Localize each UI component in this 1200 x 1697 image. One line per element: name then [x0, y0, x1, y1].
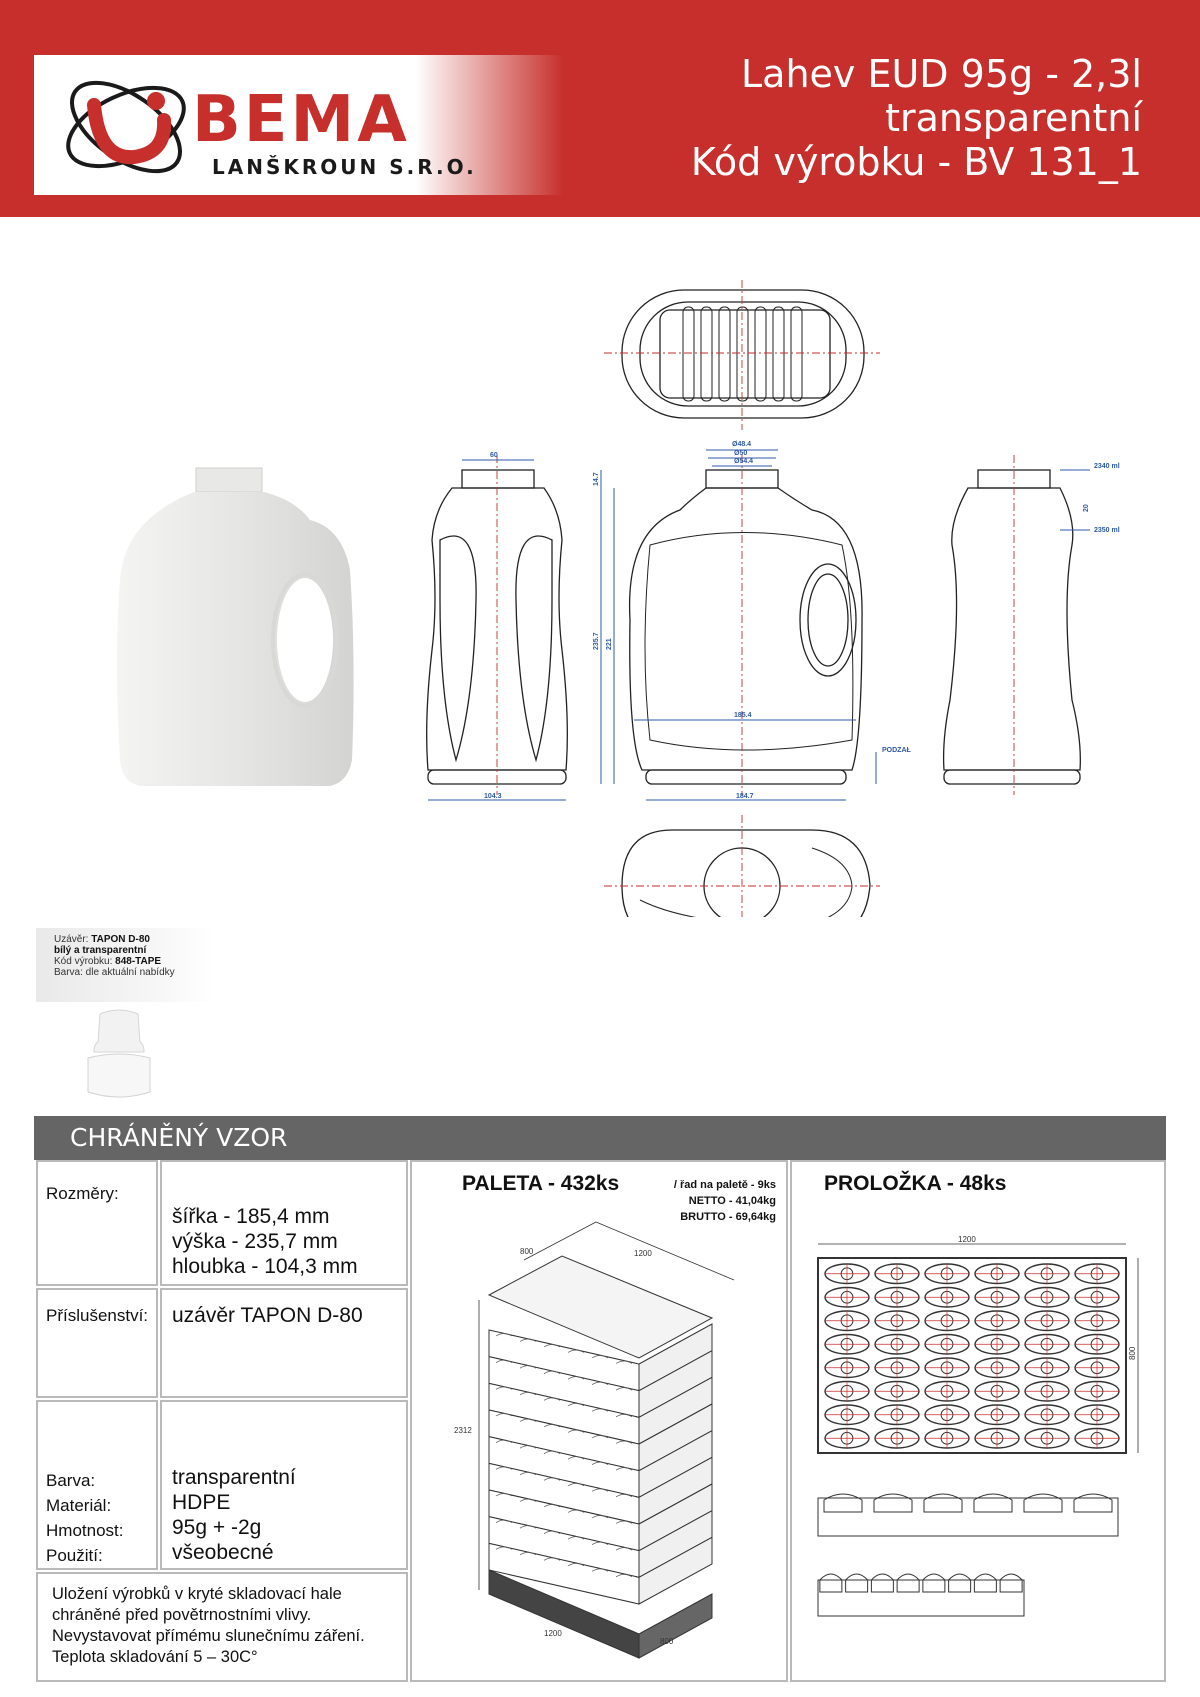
storage-note-line-1: Uložení výrobků v kryté skladovací hale — [52, 1585, 342, 1603]
dim-front-width-label: 185.4 — [734, 712, 752, 719]
pallet-dim-height: 2312 — [454, 1426, 472, 1435]
spec-table — [34, 1160, 1166, 1684]
separator-bottle-slot — [1075, 1382, 1119, 1402]
separator-bottle-slot — [1075, 1335, 1119, 1355]
cap-info-card — [36, 928, 214, 1002]
separator-side-bottle — [974, 1574, 996, 1592]
dim-top-2-label: Ø50 — [734, 450, 748, 457]
dim-top-1-label: Ø48.4 — [732, 441, 752, 448]
separator-bottle-slot — [925, 1358, 969, 1378]
dimension-width: šířka - 185,4 mm — [172, 1205, 330, 1228]
storage-note-line-3: Nevystavovat přímému slunečnímu záření. — [52, 1627, 365, 1645]
cap-code-label: Kód výrobku: — [54, 956, 113, 967]
dim-base-width-label: 184.7 — [736, 793, 754, 800]
storage-note-line-2: chráněné před povětrnostními vlivy. — [52, 1606, 312, 1624]
separator-bottle-slot — [875, 1264, 919, 1284]
separator-bottle-slot — [875, 1358, 919, 1378]
separator-bottle-slot — [825, 1382, 869, 1402]
separator-bottle-slot — [1075, 1264, 1119, 1284]
separator-bottle-slot — [1025, 1264, 1069, 1284]
separator-bottle-slot — [925, 1264, 969, 1284]
dim-height-total-label: 235.7 — [593, 632, 600, 650]
dim-base-label: PODZAŁ — [882, 747, 911, 754]
separator-bottle-slot — [825, 1405, 869, 1425]
separator-bottle-slot — [1025, 1311, 1069, 1331]
separator-bottle-slot — [875, 1288, 919, 1308]
color-label: Barva: — [46, 1471, 96, 1490]
pallet-netto: NETTO - 41,04kg — [688, 1195, 776, 1207]
separator-bottle-slot — [925, 1311, 969, 1331]
dimension-depth: hloubka - 104,3 mm — [172, 1255, 358, 1278]
weight-value: 95g + -2g — [172, 1516, 262, 1539]
usage-label: Použití: — [46, 1546, 103, 1565]
separator-bottle-slot — [825, 1264, 869, 1284]
separator-side-bottle — [874, 1494, 912, 1512]
separator-bottle-slot — [875, 1311, 919, 1331]
separator-bottle-slot — [825, 1358, 869, 1378]
logo-wordmark: BEMA — [192, 83, 410, 157]
separator-bottle-slot — [1025, 1429, 1069, 1449]
pallet-drawing — [489, 1256, 712, 1658]
color-value: transparentní — [172, 1466, 296, 1489]
separator-side-bottle — [974, 1494, 1012, 1512]
pallet-separator-drawings — [34, 1160, 1166, 1684]
separator-bottle-slot — [1075, 1405, 1119, 1425]
accessories-label: Příslušenství: — [46, 1306, 149, 1325]
pallet-title: PALETA - 432ks — [462, 1172, 620, 1195]
logo-subtitle: LANŠKROUN S.R.O. — [212, 155, 477, 179]
cap-value: TAPON D-80 — [91, 934, 150, 945]
dim-top-3-label: Ø54.4 — [734, 458, 754, 465]
dim-side-small-label: 20 — [1083, 504, 1090, 512]
cap-label: Uzávěr: — [54, 934, 89, 945]
separator-bottle-slot — [1025, 1382, 1069, 1402]
separator-bottle-slot — [925, 1429, 969, 1449]
separator-side-bottle — [846, 1574, 868, 1592]
accessories-value: uzávěr TAPON D-80 — [172, 1304, 363, 1327]
pallet-dim-width-bottom: 1200 — [544, 1629, 562, 1638]
dim-height-body-label: 221 — [606, 638, 613, 650]
separator-drawing — [818, 1235, 1138, 1453]
separator-side-bottle — [1024, 1494, 1062, 1512]
cap-color-note: Barva: dle aktuální nabídky — [54, 967, 175, 978]
dim-neck-height-label: 14.7 — [593, 472, 600, 486]
usage-value: všeobecné — [172, 1541, 274, 1564]
separator-bottle-slot — [975, 1288, 1019, 1308]
separator-bottle-slot — [925, 1382, 969, 1402]
separator-side-bottle — [949, 1574, 971, 1592]
separator-bottle-slot — [975, 1311, 1019, 1331]
separator-side-view-1 — [818, 1494, 1118, 1536]
storage-note-line-4: Teplota skladování 5 – 30C° — [52, 1648, 258, 1666]
dim-side-vol-top: 2340 ml — [1094, 463, 1120, 470]
dimension-height: výška - 235,7 mm — [172, 1230, 338, 1253]
dimensions-label: Rozměry: — [46, 1184, 119, 1203]
company-logo — [34, 55, 564, 195]
separator-bottle-slot — [825, 1429, 869, 1449]
separator-bottle-slot — [1025, 1335, 1069, 1355]
separator-side-bottle — [923, 1574, 945, 1592]
separator-side-view-2 — [818, 1574, 1024, 1616]
separator-side-bottle — [1074, 1494, 1112, 1512]
separator-dim-height: 800 — [1128, 1346, 1137, 1360]
product-title-line-1: Lahev EUD 95g - 2,3l — [741, 52, 1142, 96]
pallet-dim-width-top: 1200 — [634, 1249, 652, 1258]
separator-bottle-slot — [825, 1288, 869, 1308]
separator-dim-width: 1200 — [958, 1235, 976, 1244]
separator-side-bottle — [820, 1574, 842, 1592]
bema-logo-emblem — [54, 65, 204, 185]
dim-side-width-label: 104.3 — [484, 793, 502, 800]
bottle-photo — [110, 460, 370, 800]
front-view-drawing — [630, 470, 862, 784]
material-label: Materiál: — [46, 1496, 112, 1515]
product-title — [691, 52, 1142, 184]
separator-bottle-slot — [875, 1382, 919, 1402]
separator-bottle-slot — [975, 1429, 1019, 1449]
material-value: HDPE — [172, 1491, 231, 1514]
separator-bottle-slot — [925, 1288, 969, 1308]
separator-bottle-slot — [825, 1335, 869, 1355]
separator-bottle-slot — [975, 1382, 1019, 1402]
pallet-per-row: / řad na paletě - 9ks — [673, 1179, 776, 1191]
header-banner — [0, 0, 1200, 217]
separator-bottle-slot — [975, 1335, 1019, 1355]
cap-color: bílý a transparentní — [54, 945, 147, 956]
bottom-view-drawing — [622, 830, 870, 917]
separator-bottle-slot — [925, 1405, 969, 1425]
dim-side-vol-mid: 2350 ml — [1094, 527, 1120, 534]
separator-bottle-slot — [1025, 1405, 1069, 1425]
separator-side-bottle — [924, 1494, 962, 1512]
side-view-right-drawing — [944, 470, 1081, 784]
cap-code-value: 848-TAPE — [115, 956, 162, 967]
separator-bottle-slot — [1025, 1358, 1069, 1378]
separator-title: PROLOŽKA - 48ks — [824, 1172, 1007, 1195]
separator-bottle-slot — [875, 1335, 919, 1355]
separator-bottle-slot — [975, 1358, 1019, 1378]
protected-design-bar — [34, 1116, 1166, 1160]
separator-bottle-slot — [825, 1311, 869, 1331]
separator-bottle-slot — [875, 1429, 919, 1449]
protected-design-label: CHRÁNĚNÝ VZOR — [70, 1123, 288, 1152]
top-view-drawing — [622, 290, 864, 418]
pallet-dim-depth-bottom: 800 — [660, 1637, 674, 1646]
separator-bottle-slot — [925, 1335, 969, 1355]
separator-bottle-slot — [1025, 1288, 1069, 1308]
separator-bottle-slot — [1075, 1288, 1119, 1308]
cap-photo — [84, 1008, 154, 1108]
pallet-dim-depth-top: 800 — [520, 1247, 534, 1256]
separator-side-bottle — [897, 1574, 919, 1592]
separator-side-bottle — [824, 1494, 862, 1512]
separator-bottle-slot — [875, 1405, 919, 1425]
product-title-line-3: Kód výrobku - BV 131_1 — [690, 140, 1142, 184]
separator-bottle-slot — [1075, 1311, 1119, 1331]
weight-label: Hmotnost: — [46, 1521, 124, 1540]
separator-bottle-slot — [975, 1405, 1019, 1425]
separator-side-bottle — [871, 1574, 893, 1592]
product-title-line-2: transparentní — [885, 96, 1142, 140]
separator-bottle-slot — [1075, 1429, 1119, 1449]
dim-neck-label: 60 — [490, 452, 498, 459]
separator-side-bottle — [1000, 1574, 1022, 1592]
separator-bottle-slot — [1075, 1358, 1119, 1378]
pallet-brutto: BRUTTO - 69,64kg — [680, 1211, 776, 1223]
separator-bottle-slot — [975, 1264, 1019, 1284]
